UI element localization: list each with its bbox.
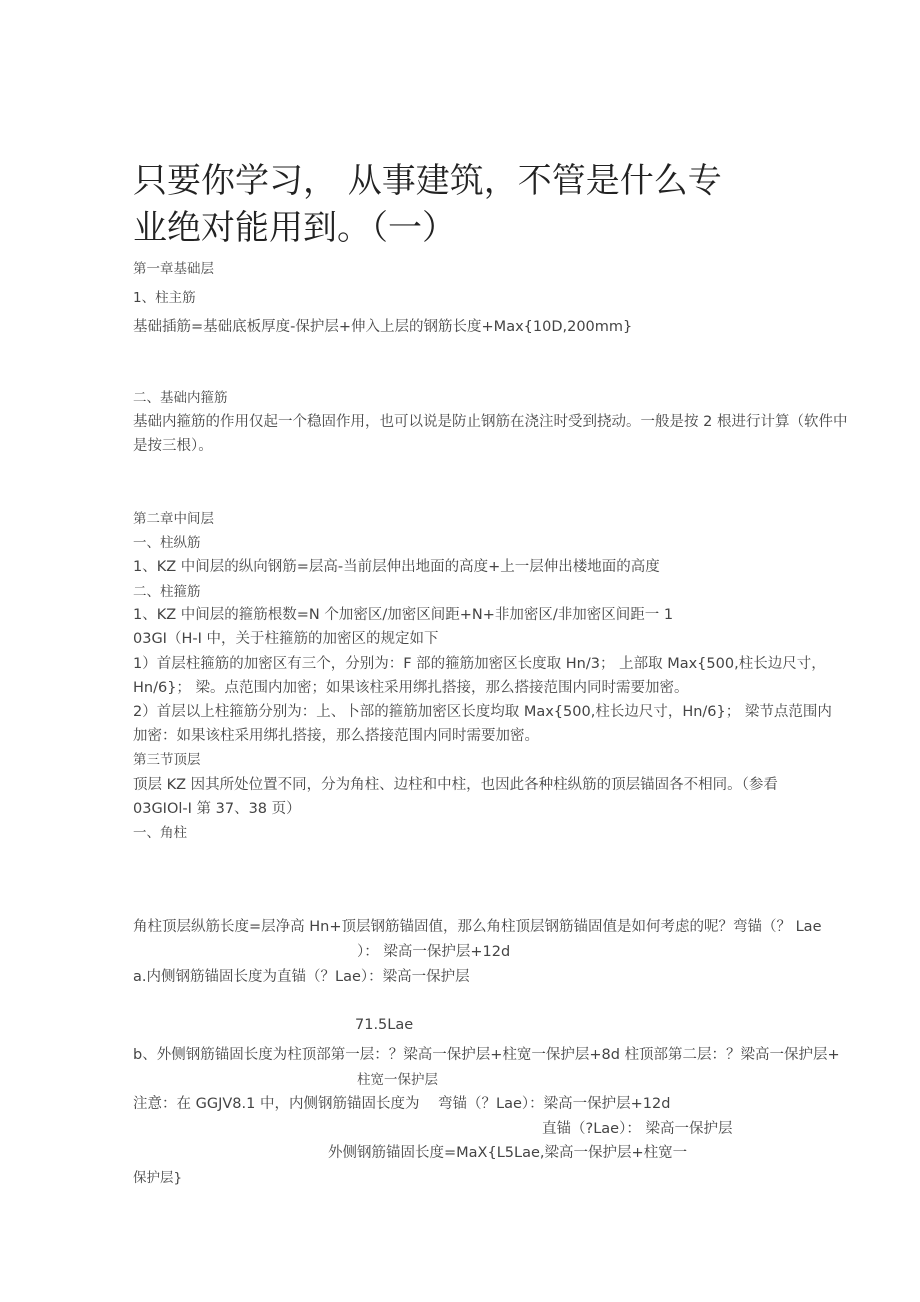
paragraph-stirrup-line-1: 基础内箍筋的作用仅起一个稳固作用，也可以说是防止钢筋在浇注时受到挠动。一般是按 2 根进行计算（软件中: [133, 414, 848, 430]
page-title-line-2: 业绝对能用到。（一）: [133, 208, 456, 248]
paragraph-first-floor-line-1: 1）首层柱箍筋的加密区有三个，分别为：F 部的箍筋加密区长度取 Hn/3； 上部取 Max{500,柱长边尺寸，: [133, 656, 826, 672]
chapter-3-heading: 第三节顶层: [133, 752, 201, 768]
paragraph-top-floor-line-2: 03GIOl-I 第 37、38 页）: [133, 801, 301, 817]
chapter-1-heading: 第一章基础层: [133, 261, 214, 277]
paragraph-corner-length-line-1: 角柱顶层纵筋长度=层净高 Hn+顶层钢筋锚固值，那么角柱顶层钢筋锚固值是如何考虑的呢？弯锚（？ Lae: [133, 919, 822, 935]
paragraph-outer-anchor-line-2: 柱宽一保护层: [357, 1072, 438, 1088]
section-column-main-bar: 1、柱主筋: [133, 290, 196, 306]
note-outer-anchor: 外侧钢筋锚固长度=MaX{L5Lae,梁高一保护层+柱宽一: [328, 1145, 688, 1161]
paragraph-inner-anchor: a.内侧钢筋锚固长度为直锚（？Lae）：梁高一保护层: [133, 969, 470, 985]
chapter-2-heading: 第二章中间层: [133, 511, 214, 527]
section-corner-column: 一、角柱: [133, 825, 187, 841]
note-bent-anchor: 弯锚（？Lae）：梁高一保护层+12d: [438, 1096, 671, 1112]
value-lae: 71.5Lae: [355, 1017, 414, 1033]
paragraph-outer-anchor-line-1: b、外侧钢筋锚固长度为柱顶部第一层：？梁高一保护层+柱宽一保护层+8d 柱顶部第二层：？梁高一保护层+: [133, 1047, 840, 1063]
note-outer-anchor-end: 保护层}: [133, 1170, 183, 1186]
section-column-stirrup: 二、柱箍筋: [133, 584, 201, 600]
section-column-longitudinal: 一、柱纵筋: [133, 535, 201, 551]
paragraph-upper-floor-line-2: 加密：如果该柱采用绑扎搭接，那么搭接范围内同时需要加密。: [133, 728, 539, 744]
paragraph-upper-floor-line-1: 2）首层以上柱箍筋分别为：上、卜部的箍筋加密区长度均取 Max{500,柱长边尺寸，Hn/6}； 梁节点范围内: [133, 704, 832, 720]
paragraph-03gi-rule: 03GI（H-I 中，关于柱箍筋的加密区的规定如下: [133, 631, 439, 647]
paragraph-stirrup-line-2: 是按三根）。: [133, 438, 213, 454]
paragraph-top-floor-line-1: 顶层 KZ 因其所处位置不同，分为角柱、边柱和中柱，也因此各种柱纵筋的顶层锚固各不相同。（参看: [133, 777, 778, 793]
section-foundation-stirrup: 二、基础内箍筋: [133, 390, 228, 406]
note-straight-anchor: 直锚（?Lae）： 梁高一保护层: [542, 1121, 733, 1137]
formula-foundation-dowel: 基础插筋=基础底板厚度-保护层+伸入上层的钢筋长度+Max{10D,200mm}: [133, 319, 633, 335]
page-title-line-1: 只要你学习， 从事建筑，不管是什么专: [133, 161, 722, 201]
paragraph-corner-length-line-2: ）： 梁高一保护层+12d: [357, 944, 511, 960]
note-ggj-intro: 注意：在 GGJV8.1 中，内侧钢筋锚固长度为: [133, 1096, 420, 1112]
paragraph-stirrup-count: 1、KZ 中间层的箍筋根数=N 个加密区/加密区间距+N+非加密区/非加密区间距一 1: [133, 607, 674, 623]
paragraph-first-floor-line-2: Hn/6}； 梁。点范围内加密；如果该柱采用绑扎搭接，那么搭接范围内同时需要加密。: [133, 680, 689, 696]
paragraph-longitudinal-formula: 1、KZ 中间层的纵向钢筋=层高-当前层伸出地面的高度+上一层伸出楼地面的高度: [133, 559, 660, 575]
